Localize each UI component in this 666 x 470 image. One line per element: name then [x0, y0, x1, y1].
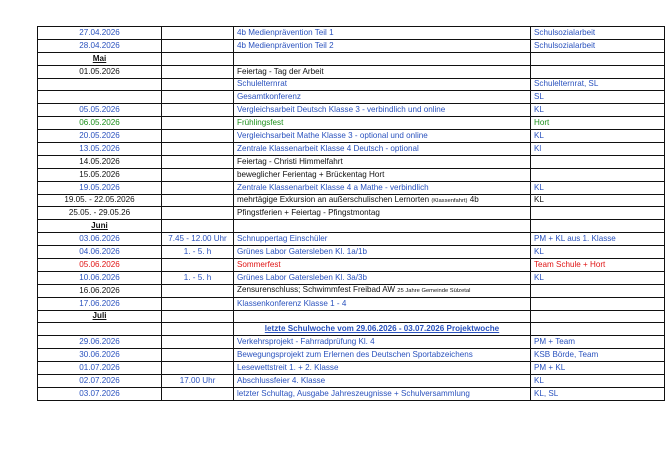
date-cell: 16.06.2026 [38, 284, 162, 297]
responsible-cell: PM + KL [531, 362, 665, 375]
schedule-table [37, 26, 665, 401]
schedule-row [38, 207, 665, 220]
empty-cell [162, 310, 234, 323]
empty-cell [234, 310, 531, 323]
date-cell: 14.05.2026 [38, 155, 162, 168]
schedule-row [38, 117, 665, 130]
responsible-cell: KL [531, 181, 665, 194]
schedule-row [38, 271, 665, 284]
event-cell: Zentrale Klassenarbeit Klasse 4 Deutsch - optional [234, 143, 531, 156]
empty-cell [162, 52, 234, 65]
event-cell [234, 194, 531, 207]
schedule-row [38, 130, 665, 143]
responsible-cell: Team Schule + Hort [531, 259, 665, 272]
responsible-cell: KL [531, 375, 665, 388]
schedule-row [38, 349, 665, 362]
event-cell: 4b Medienprävention Teil 1 [234, 27, 531, 40]
responsible-cell: PM + Team [531, 336, 665, 349]
responsible-cell: Schulsozialarbeit [531, 27, 665, 40]
schedule-row [38, 387, 665, 400]
time-cell [162, 284, 234, 297]
responsible-cell: Schulsozialarbeit [531, 39, 665, 52]
schedule-row [38, 362, 665, 375]
time-cell: 17.00 Uhr [162, 375, 234, 388]
month-label: Juli [92, 311, 107, 321]
schedule-row [38, 39, 665, 52]
event-cell: Bewegungsprojekt zum Erlernen des Deutschen Sportabzeichens [234, 349, 531, 362]
empty-cell [38, 323, 162, 336]
week-heading: letzte Schulwoche vom 29.06.2026 - 03.07.2026 Projektwoche [234, 323, 531, 336]
schedule-row [38, 168, 665, 181]
responsible-cell: Kl [531, 143, 665, 156]
schedule-row [38, 194, 665, 207]
date-cell: 13.05.2026 [38, 143, 162, 156]
event-cell: Schnuppertag Einschüler [234, 233, 531, 246]
responsible-cell: PM + KL aus 1. Klasse [531, 233, 665, 246]
event-cell [234, 284, 531, 297]
time-cell [162, 117, 234, 130]
empty-cell [531, 310, 665, 323]
event-cell: Schulelternrat [234, 78, 531, 91]
event-cell: Vergleichsarbeit Mathe Klasse 3 - optional und online [234, 130, 531, 143]
time-cell [162, 207, 234, 220]
time-cell: 7.45 - 12.00 Uhr [162, 233, 234, 246]
event-cell: Frühlingsfest [234, 117, 531, 130]
event-cell: Feiertag - Tag der Arbeit [234, 65, 531, 78]
time-cell [162, 78, 234, 91]
schedule-row [38, 375, 665, 388]
event-cell: Grünes Labor Gatersleben Kl. 3a/3b [234, 271, 531, 284]
schedule-row [38, 297, 665, 310]
date-cell: 06.05.2026 [38, 117, 162, 130]
event-cell: Sommerfest [234, 259, 531, 272]
event-note: (Klassenfahrt) [431, 198, 468, 205]
event-cell: Lesewettstreit 1. + 2. Klasse [234, 362, 531, 375]
schedule-row [38, 155, 665, 168]
time-cell [162, 39, 234, 52]
responsible-cell [531, 284, 665, 297]
date-cell: 05.06.2026 [38, 259, 162, 272]
date-cell: 15.05.2026 [38, 168, 162, 181]
date-cell: 02.07.2026 [38, 375, 162, 388]
date-cell: 03.07.2026 [38, 387, 162, 400]
time-cell [162, 336, 234, 349]
time-cell: 1. - 5. h [162, 246, 234, 259]
event-cell: 4b Medienprävention Teil 2 [234, 39, 531, 52]
date-cell: 17.06.2026 [38, 297, 162, 310]
schedule-row [38, 91, 665, 104]
date-cell: 03.06.2026 [38, 233, 162, 246]
date-cell: 19.05. - 22.05.2026 [38, 194, 162, 207]
date-cell: 19.05.2026 [38, 181, 162, 194]
month-heading [38, 220, 162, 233]
time-cell [162, 155, 234, 168]
time-cell [162, 104, 234, 117]
month-row [38, 52, 665, 65]
schedule-row [38, 143, 665, 156]
month-label: Juni [91, 221, 108, 231]
event-note: 25 Jahre Gemeinde Sülzetal [397, 288, 471, 295]
date-cell: 29.06.2026 [38, 336, 162, 349]
date-cell: 10.06.2026 [38, 271, 162, 284]
time-cell [162, 27, 234, 40]
time-cell [162, 387, 234, 400]
date-cell: 30.06.2026 [38, 349, 162, 362]
date-cell: 05.05.2026 [38, 104, 162, 117]
schedule-row [38, 233, 665, 246]
date-cell: 28.04.2026 [38, 39, 162, 52]
date-cell: 20.05.2026 [38, 130, 162, 143]
time-cell [162, 65, 234, 78]
empty-cell [531, 52, 665, 65]
date-cell: 01.05.2026 [38, 65, 162, 78]
event-cell: Pfingstferien + Feiertag - Pfingstmontag [234, 207, 531, 220]
responsible-cell: KL [531, 194, 665, 207]
schedule-row [38, 246, 665, 259]
empty-cell [162, 323, 234, 336]
date-cell [38, 78, 162, 91]
event-cell: Feiertag - Christi Himmelfahrt [234, 155, 531, 168]
event-cell: Gesamtkonferenz [234, 91, 531, 104]
schedule-row [38, 259, 665, 272]
responsible-cell: KL [531, 246, 665, 259]
time-cell [162, 297, 234, 310]
schedule-row [38, 284, 665, 297]
date-cell: 27.04.2026 [38, 27, 162, 40]
responsible-cell: KL, SL [531, 387, 665, 400]
responsible-cell [531, 155, 665, 168]
month-heading [38, 310, 162, 323]
responsible-cell [531, 65, 665, 78]
week-heading-row [38, 323, 665, 336]
time-cell: 1. - 5. h [162, 271, 234, 284]
empty-cell [162, 220, 234, 233]
empty-cell [531, 220, 665, 233]
month-heading [38, 52, 162, 65]
schedule-body [38, 27, 665, 401]
event-cell: Vergleichsarbeit Deutsch Klasse 3 - verbindlich und online [234, 104, 531, 117]
responsible-cell: KL [531, 104, 665, 117]
event-cell: Zentrale Klassenarbeit Klasse 4 a Mathe - verbindlich [234, 181, 531, 194]
event-text: Zensurenschluss; Schwimmfest Freibad AW [237, 285, 396, 295]
date-cell [38, 91, 162, 104]
schedule-row [38, 27, 665, 40]
event-cell: Verkehrsprojekt - Fahrradprüfung Kl. 4 [234, 336, 531, 349]
schedule-row [38, 78, 665, 91]
responsible-cell [531, 207, 665, 220]
date-cell: 01.07.2026 [38, 362, 162, 375]
empty-cell [234, 220, 531, 233]
time-cell [162, 130, 234, 143]
responsible-cell: Hort [531, 117, 665, 130]
empty-cell [531, 323, 665, 336]
responsible-cell: SL [531, 91, 665, 104]
schedule-row [38, 104, 665, 117]
responsible-cell: KL [531, 130, 665, 143]
schedule-row [38, 65, 665, 78]
responsible-cell: Schulelternrat, SL [531, 78, 665, 91]
responsible-cell: KSB Börde, Team [531, 349, 665, 362]
responsible-cell: KL [531, 271, 665, 284]
responsible-cell [531, 297, 665, 310]
empty-cell [234, 52, 531, 65]
time-cell [162, 259, 234, 272]
time-cell [162, 91, 234, 104]
event-cell: Klassenkonferenz Klasse 1 - 4 [234, 297, 531, 310]
month-row [38, 310, 665, 323]
responsible-cell [531, 168, 665, 181]
event-suffix: 4b [469, 195, 479, 205]
schedule-row [38, 336, 665, 349]
month-label: Mai [92, 53, 107, 63]
time-cell [162, 362, 234, 375]
date-cell: 04.06.2026 [38, 246, 162, 259]
event-cell: beweglicher Ferientag + Brückentag Hort [234, 168, 531, 181]
event-text: mehrtägige Exkursion an außerschulischen Lernorten [237, 195, 430, 205]
time-cell [162, 181, 234, 194]
event-cell: Abschlussfeier 4. Klasse [234, 375, 531, 388]
date-cell: 25.05. - 29.05.26 [38, 207, 162, 220]
time-cell [162, 194, 234, 207]
event-cell: Grünes Labor Gatersleben Kl. 1a/1b [234, 246, 531, 259]
time-cell [162, 349, 234, 362]
event-cell: letzter Schultag, Ausgabe Jahreszeugnisse + Schulversammlung [234, 387, 531, 400]
time-cell [162, 143, 234, 156]
month-row [38, 220, 665, 233]
schedule-row [38, 181, 665, 194]
time-cell [162, 168, 234, 181]
